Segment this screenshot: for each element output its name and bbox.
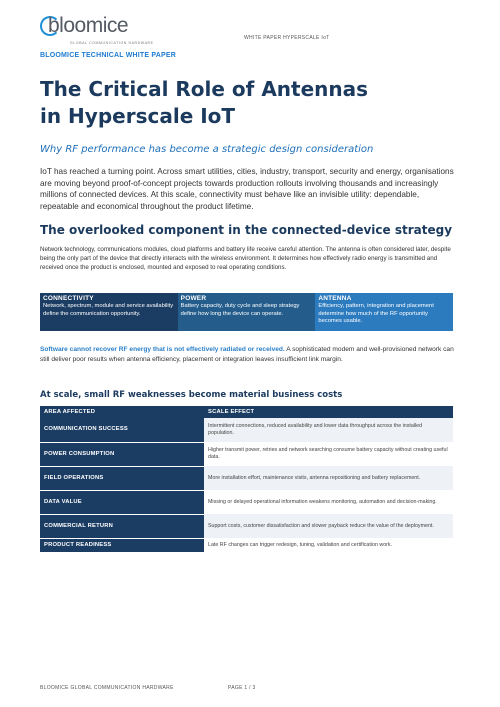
table-row (40, 418, 453, 442)
page-title (40, 76, 368, 130)
row-effect: Late RF changes can trigger redesign, tuning, validation and certification work. (204, 538, 453, 552)
card-title: POWER (180, 295, 207, 302)
card-body: Efficiency, pattern, integration and placement determine how much of the RF opportunity becomes usable. (318, 303, 434, 324)
page-subtitle: Why RF performance has become a strategic design consideration (40, 144, 374, 155)
callout-rest: A sophisticated modem and well-provisioned network can still deliver poor results when antenna efficiency, placement or integration leaves insufficient link margin. (40, 346, 454, 363)
row-area: COMMERCIAL RETURN (40, 514, 204, 538)
table-header-area: AREA AFFECTED (40, 406, 204, 418)
logo-wordmark: bloomice (48, 14, 129, 37)
title-line-2: in Hyperscale IoT (40, 104, 236, 128)
card-power (178, 293, 316, 331)
impact-table (40, 406, 453, 553)
row-area: COMMUNICATION SUCCESS (40, 418, 204, 442)
row-area: POWER CONSUMPTION (40, 442, 204, 466)
section-heading-scale: At scale, small RF weaknesses become material business costs (40, 390, 343, 400)
table-row (40, 490, 453, 514)
card-title: CONNECTIVITY (43, 295, 94, 302)
footer-page-number: PAGE 1 / 3 (228, 685, 256, 691)
title-line-1: The Critical Role of Antennas (40, 77, 369, 101)
row-effect: Higher transmit power, retries and network searching consume battery capacity without creating useful data. (204, 442, 453, 466)
table-header-row (40, 406, 453, 418)
row-effect: Support costs, customer dissatisfaction and slower payback reduce the value of the deployment. (204, 514, 453, 538)
intro-paragraph: IoT has reached a turning point. Across smart utilities, cities, industry, transport, security and energy, organisations are moving beyond proof-of-concept projects towards production rollouts involving thousands and increasingly millions of connected devices. At this scale, connectivity must behave like an invisible utility: dependable, repeatable and economical throughout the product lifetime. (40, 167, 454, 211)
card-antenna (315, 293, 453, 331)
row-area: DATA VALUE (40, 490, 204, 514)
table-row (40, 538, 453, 552)
table-row (40, 466, 453, 490)
row-area: FIELD OPERATIONS (40, 466, 204, 490)
callout-paragraph (40, 345, 460, 364)
card-title: ANTENNA (318, 295, 352, 302)
company-logo (40, 14, 160, 50)
document-kicker: BLOOMICE TECHNICAL WHITE PAPER (40, 52, 177, 59)
section-heading-overlooked: The overlooked component in the connected-device strategy (40, 223, 453, 237)
card-connectivity (40, 293, 178, 331)
card-body: Network, spectrum, module and service availability define the communication opportunity. (43, 303, 174, 317)
card-body: Battery capacity, duty cycle and sleep strategy define how long the device can operate. (180, 303, 300, 317)
logo-tagline: GLOBAL COMMUNICATION HARDWARE (70, 41, 154, 45)
row-effect: More installation effort, maintenance visits, antenna repositioning and battery replacement. (204, 466, 453, 490)
table-header-effect: SCALE EFFECT (204, 406, 453, 418)
row-effect: Intermittent connections, reduced availability and lower data throughput across the installed population. (204, 418, 453, 442)
section-body-overlooked: Network technology, communications modules, cloud platforms and battery life receive careful attention. The antenna is often considered later, despite being the only part of the device that directly interacts with the wireless environment. It determines how effectively radio energy is transmitted and received once the product is enclosed, mounted and exposed to real operating conditions. (40, 246, 451, 271)
header-label: WHITE PAPER HYPERSCALE IoT (244, 35, 330, 41)
callout-lead: Software cannot recover RF energy that is not effectively radiated or received. (40, 346, 285, 353)
table-row (40, 442, 453, 466)
table-row (40, 514, 453, 538)
row-area: PRODUCT READINESS (40, 538, 204, 552)
pillar-cards (40, 293, 453, 331)
row-effect: Missing or delayed operational information weakens monitoring, automation and decision-making. (204, 490, 453, 514)
footer-company: BLOOMICE GLOBAL COMMUNICATION HARDWARE (40, 685, 174, 691)
